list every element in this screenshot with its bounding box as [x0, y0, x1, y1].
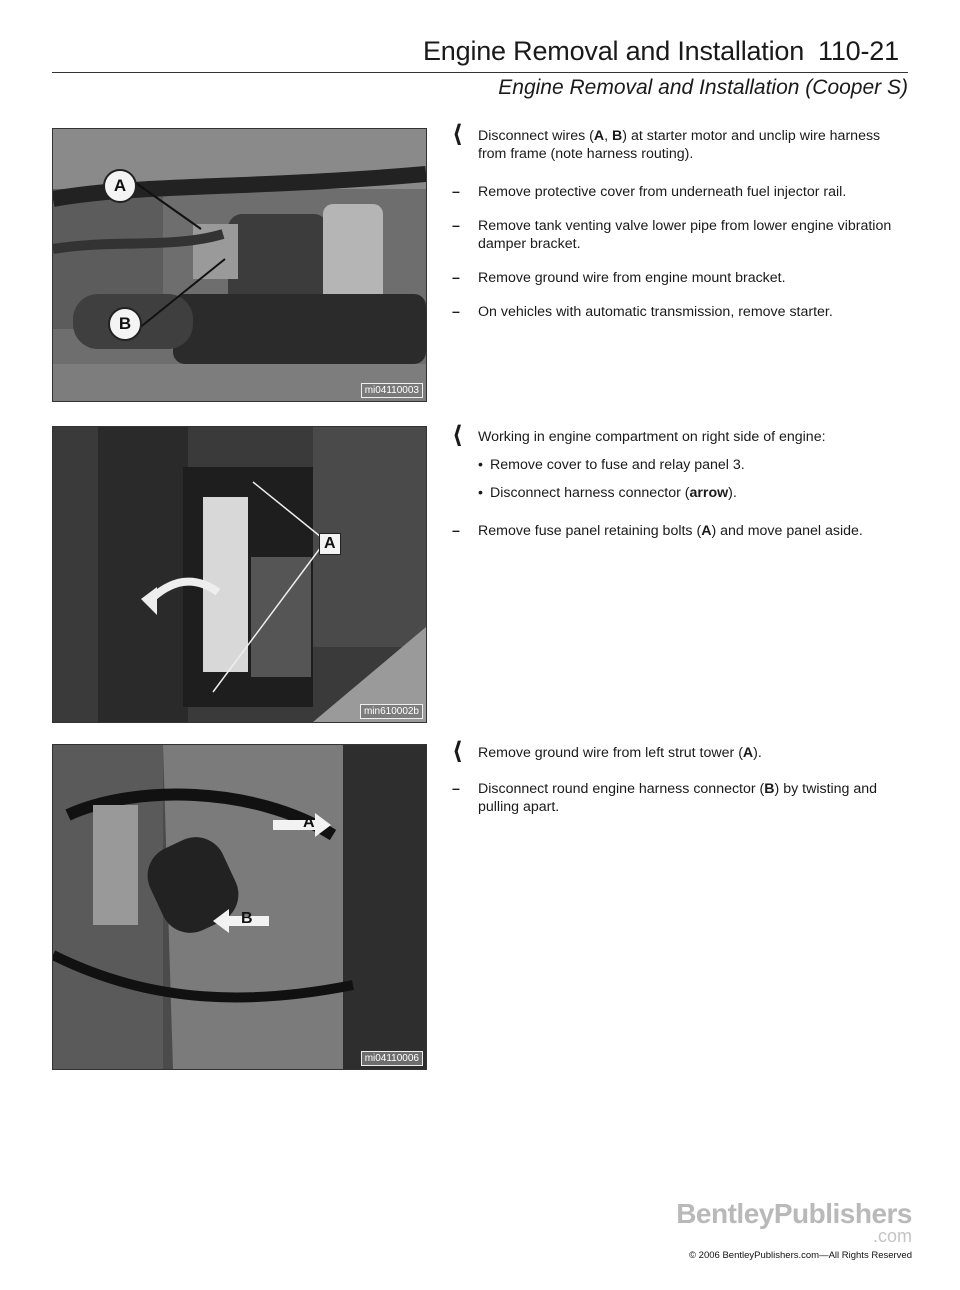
callout-a: A — [103, 169, 137, 203]
dash-icon: – — [452, 304, 460, 320]
section-2 — [452, 422, 912, 556]
bullet-icon: • — [478, 457, 483, 473]
arrow-left-icon: ⟨ — [452, 422, 463, 449]
step-arrow-paragraph: ⟨ Working in engine compartment on right side of engine: — [452, 422, 826, 449]
figure-id: min610002b — [360, 704, 423, 719]
header-rule — [52, 72, 908, 73]
step: – On vehicles with automatic transmission, remove starter. — [452, 304, 833, 320]
publisher-logo: BentleyPublishers — [676, 1198, 912, 1229]
publisher-logo-com: .com — [872, 1226, 912, 1246]
starter-motor-photo — [53, 129, 426, 401]
section-3 — [452, 738, 912, 832]
callout-a: A — [319, 533, 341, 555]
figure-id: mi04110003 — [361, 383, 423, 398]
step: – Disconnect round engine harness connector (B) by twisting and pulling apart. — [452, 781, 878, 815]
section-subtitle: Engine Removal and Installation (Cooper S) — [498, 76, 908, 99]
chapter-title: Engine Removal and Installation — [423, 36, 805, 66]
dash-icon: – — [452, 781, 460, 797]
callout-b: B — [108, 307, 142, 341]
bullet-icon: • — [478, 485, 483, 501]
figure-fuse-panel — [52, 426, 427, 723]
callout-a: A — [303, 814, 315, 831]
step: – Remove ground wire from engine mount bracket. — [452, 270, 786, 286]
bullet-item: • Disconnect harness connector (arrow). — [478, 485, 737, 501]
step: – Remove protective cover from underneath fuel injector rail. — [452, 184, 847, 200]
fuse-panel-photo — [53, 427, 426, 722]
strut-tower-photo — [53, 745, 426, 1069]
step-arrow-paragraph: ⟨ Remove ground wire from left strut tower (A). — [452, 738, 762, 765]
copyright-notice: © 2006 BentleyPublishers.com—All Rights Reserved — [689, 1250, 912, 1261]
dash-icon: – — [452, 270, 460, 286]
callout-b: B — [241, 910, 253, 927]
arrow-left-icon: ⟨ — [452, 121, 463, 148]
section-1 — [452, 121, 912, 337]
dash-icon: – — [452, 523, 460, 539]
step: – Remove fuse panel retaining bolts (A) and move panel aside. — [452, 523, 863, 539]
dash-icon: – — [452, 184, 460, 200]
running-header — [423, 36, 899, 67]
step: – Remove tank venting valve lower pipe from lower engine vibration damper bracket. — [452, 218, 892, 252]
page-number: 110-21 — [818, 36, 899, 66]
figure-id: mi04110006 — [361, 1051, 423, 1066]
dash-icon: – — [452, 218, 460, 234]
figure-strut-tower — [52, 744, 427, 1070]
arrow-left-icon: ⟨ — [452, 738, 463, 765]
figure-starter-motor — [52, 128, 427, 402]
bullet-item: • Remove cover to fuse and relay panel 3. — [478, 457, 745, 473]
step-arrow-paragraph: ⟨ Disconnect wires (A, B) at starter motor and unclip wire harness from frame (note harness routing). — [452, 121, 881, 162]
